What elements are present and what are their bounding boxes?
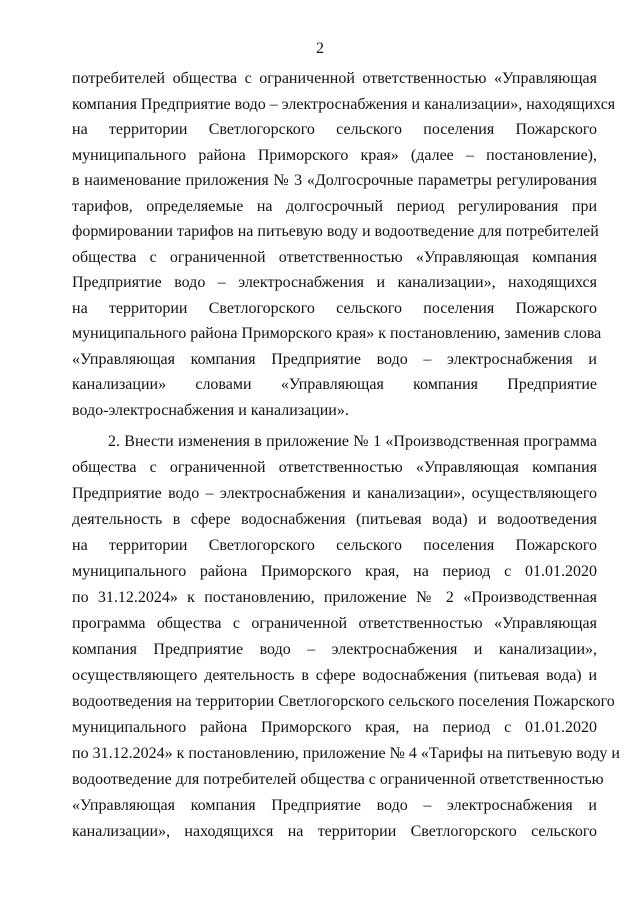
text-line: в наименование приложения № 3 «Долгосрочные параметры регулирования xyxy=(72,172,597,189)
text-line: тарифов, определяемые на долгосрочный период регулирования при xyxy=(72,197,597,215)
text-line: формировании тарифов на питьевую воду и водоотведение для потребителей xyxy=(72,223,599,240)
text-line: Предприятие водо – электроснабжения и канализации», находящихся xyxy=(72,274,597,291)
text-line: канализации» словами «Управляющая компания Предприятие xyxy=(72,376,597,393)
text-line: канализации», находящихся на территории Светлогорского сельского xyxy=(72,823,597,840)
text-line: Предприятие водо – электроснабжения и канализации», осуществляющего xyxy=(72,485,597,502)
text-line: водо-электроснабжения и канализации». xyxy=(72,401,349,419)
text-line: программа общества с ограниченной ответственностью «Управляющая xyxy=(72,615,597,632)
text-line: общества с ограниченной ответственностью «Управляющая компания xyxy=(72,248,597,266)
paragraph-1 xyxy=(72,66,616,423)
text-line: водоотведение для потребителей общества с ограниченной ответственностью xyxy=(72,771,604,788)
text-line: на территории Светлогорского сельского поселения Пожарского xyxy=(72,121,597,138)
text-line: «Управляющая компания Предприятие водо – электроснабжения и xyxy=(72,350,597,368)
text-line: компания Предприятие водо – электроснабжения и канализации», находящихся xyxy=(72,95,616,113)
page-number: 2 xyxy=(316,40,324,57)
text-line: осуществляющего деятельность в сфере водоснабжения (питьевая вода) и xyxy=(72,667,597,684)
text-line: деятельность в сфере водоснабжения (питьевая вода) и водоотведения xyxy=(72,511,597,528)
text-line: потребителей общества с ограниченной ответственностью «Управляющая xyxy=(72,70,597,87)
text-line: общества с ограниченной ответственностью «Управляющая компания xyxy=(72,459,597,476)
text-line: муниципального района Приморского края, на период с 01.01.2020 xyxy=(72,719,597,736)
text-line: водоотведения на территории Светлогорского сельского поселения Пожарского xyxy=(72,693,615,710)
text-line: на территории Светлогорского сельского поселения Пожарского xyxy=(72,299,597,317)
text-line: компания Предприятие водо – электроснабжения и канализации», xyxy=(72,641,597,658)
text-line: на территории Светлогорского сельского поселения Пожарского xyxy=(72,537,597,554)
text-line: муниципального района Приморского края, на период с 01.01.2020 xyxy=(72,563,597,580)
text-line: муниципального района Приморского края» (далее – постановление), xyxy=(72,146,597,164)
text-line: по 31.12.2024» к постановлению, приложение № 4 «Тарифы на питьевую воду и xyxy=(72,745,620,762)
text-line: муниципального района Приморского края» к постановлению, заменив слова xyxy=(72,325,602,342)
text-line: «Управляющая компания Предприятие водо – электроснабжения и xyxy=(72,797,597,814)
text-line: по 31.12.2024» к постановлению, приложение № 2 «Производственная xyxy=(72,589,597,606)
paragraph-2 xyxy=(72,429,620,845)
text-line: 2. Внести изменения в приложение № 1 «Производственная программа xyxy=(108,433,597,450)
